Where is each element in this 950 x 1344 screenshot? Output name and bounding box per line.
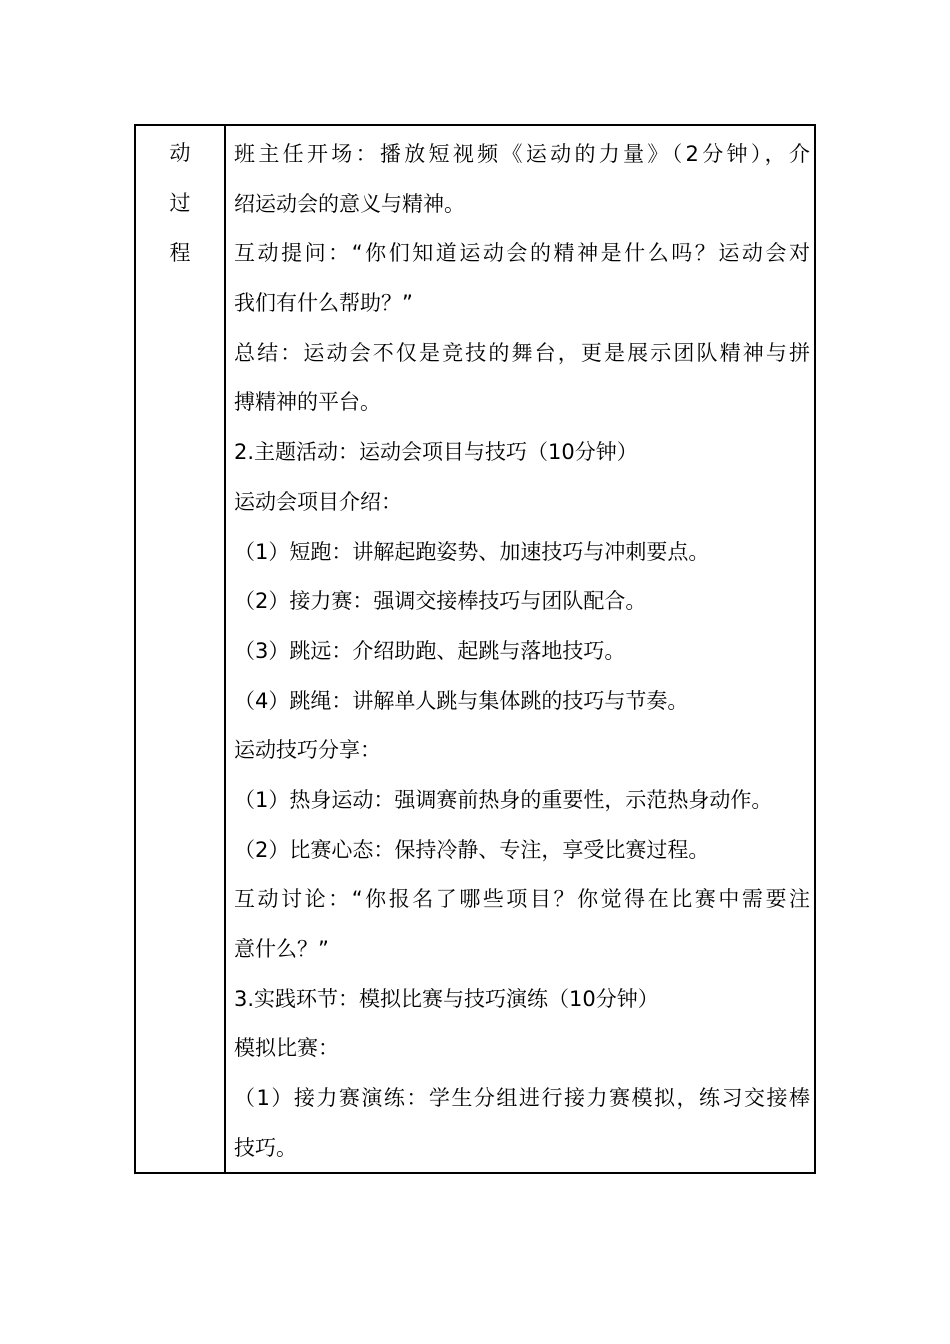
text-line: 搏精神的平台。 xyxy=(234,390,381,415)
list-item: （1）热身运动：强调赛前热身的重要性，示范热身动作。 xyxy=(234,787,773,812)
lesson-table xyxy=(134,124,816,1174)
content-cell xyxy=(234,130,810,1173)
section-heading: 2.主题活动：运动会项目与技巧（10分钟） xyxy=(234,440,638,465)
list-item: （4）跳绳：讲解单人跳与集体跳的技巧与节奏。 xyxy=(234,688,689,713)
column-divider xyxy=(224,126,226,1172)
text-line: 模拟比赛： xyxy=(234,1036,339,1061)
list-item: （2）接力赛：强调交接棒技巧与团队配合。 xyxy=(234,589,647,614)
list-item: （2）比赛心态：保持冷静、专注，享受比赛过程。 xyxy=(234,837,710,862)
text-line: 运动技巧分享： xyxy=(234,738,381,763)
text-line: 意什么？” xyxy=(234,937,329,961)
text-line: 我们有什么帮助？” xyxy=(234,291,413,316)
text-line: 运动会项目介绍： xyxy=(234,489,402,514)
list-item: （1）短跑：讲解起跑姿势、加速技巧与冲刺要点。 xyxy=(234,539,710,564)
row-label-char: 程 xyxy=(169,241,191,265)
list-item: 技巧。 xyxy=(234,1135,297,1160)
text-line: 班主任开场：播放短视频《运动的力量》（2分钟），介 xyxy=(234,142,810,166)
text-line: 互动提问：“你们知道运动会的精神是什么吗？运动会对 xyxy=(234,241,810,266)
row-label-cell xyxy=(136,126,224,1172)
list-item: （1）接力赛演练：学生分组进行接力赛模拟，练习交接棒 xyxy=(234,1086,810,1111)
list-item: （3）跳远：介绍助跑、起跳与落地技巧。 xyxy=(234,638,626,663)
text-line: 绍运动会的意义与精神。 xyxy=(234,191,465,216)
row-label-char: 动 xyxy=(169,141,191,165)
text-line: 总结：运动会不仅是竞技的舞台，更是展示团队精神与拼 xyxy=(234,340,810,365)
text-line: 互动讨论：“你报名了哪些项目？你觉得在比赛中需要注 xyxy=(234,887,810,912)
section-heading: 3.实践环节：模拟比赛与技巧演练（10分钟） xyxy=(234,986,659,1011)
row-label-char: 过 xyxy=(169,191,191,215)
